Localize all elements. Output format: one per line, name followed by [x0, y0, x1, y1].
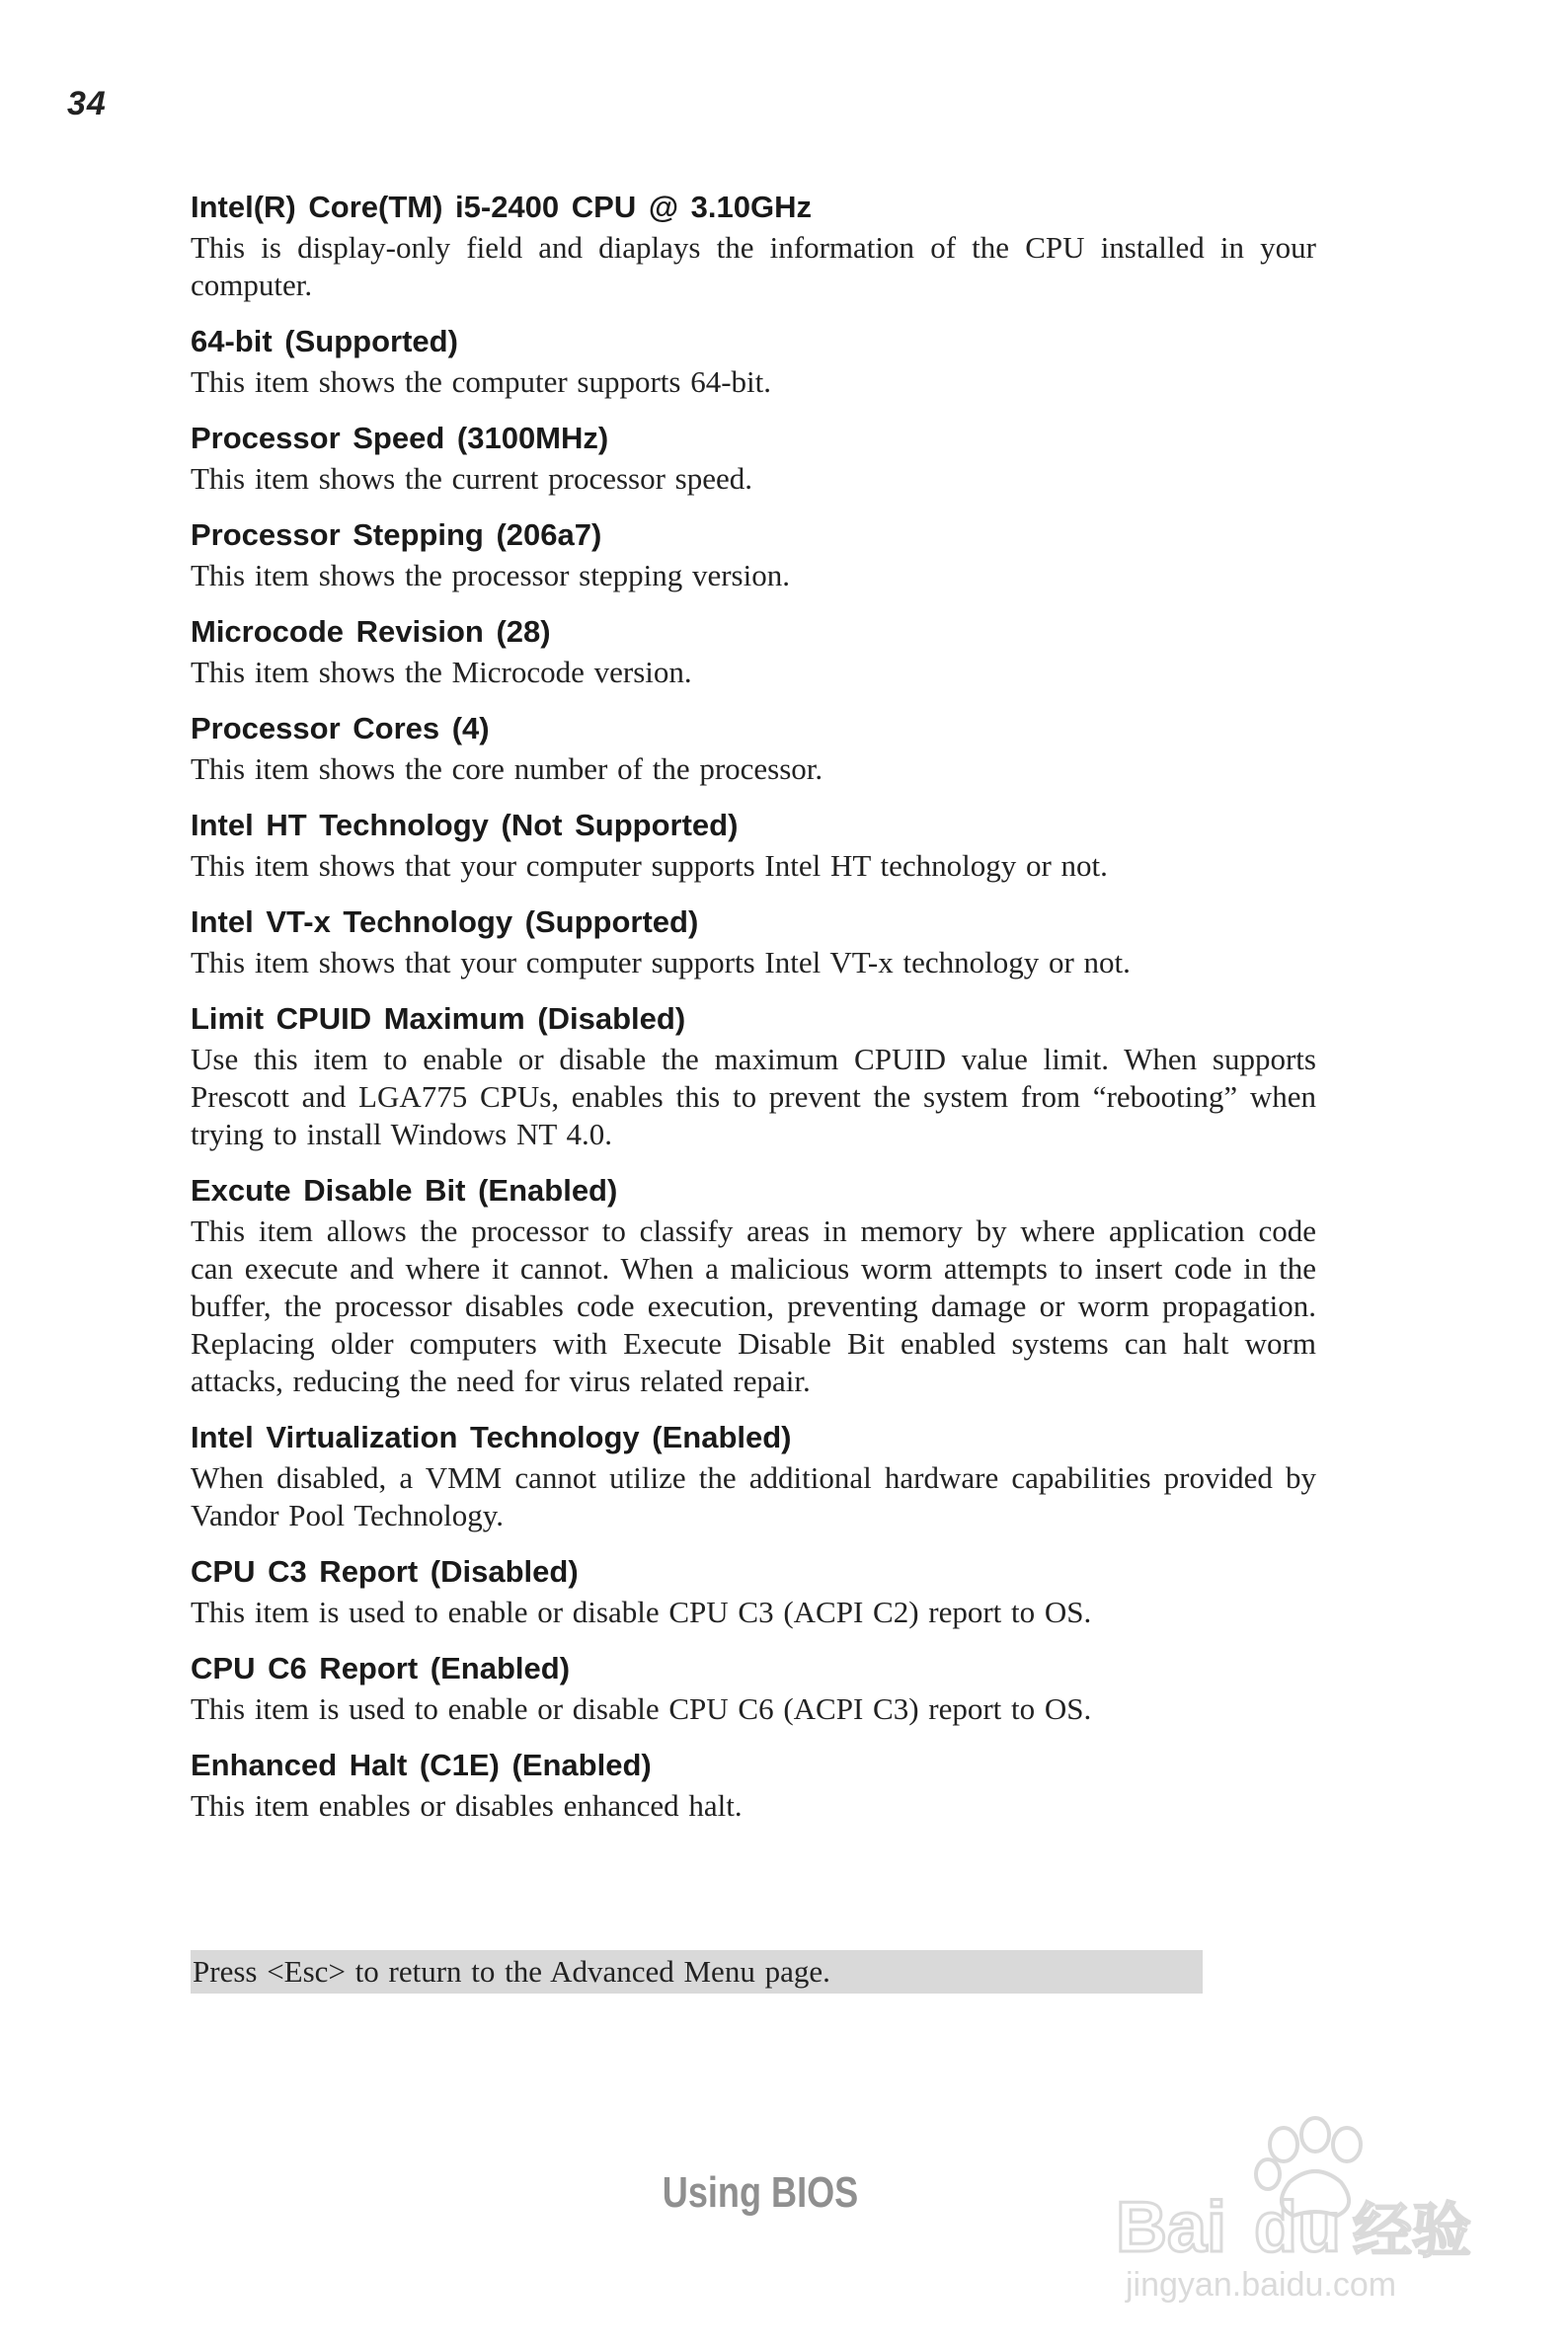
item-title: Microcode Revision (28) — [191, 614, 551, 649]
item-execute-disable-bit — [191, 1171, 1316, 1400]
item-cpu-c6-report — [191, 1649, 1316, 1728]
item-title: Intel(R) Core(TM) i5-2400 CPU @ 3.10GHz — [191, 190, 813, 224]
item-title: CPU C3 Report (Disabled) — [191, 1554, 579, 1589]
item-description: This item is used to enable or disable CPU C6 (ACPI C3) report to OS. — [191, 1691, 1092, 1726]
item-limit-cpuid — [191, 999, 1316, 1153]
item-title: Intel Virtualization Technology (Enabled) — [191, 1420, 792, 1454]
item-processor-stepping — [191, 515, 1316, 594]
svg-text:Bai: Bai — [1116, 2188, 1227, 2267]
item-processor-cores — [191, 709, 1316, 788]
esc-note: Press <Esc> to return to the Advanced Menu page. — [191, 1950, 1203, 1994]
item-title: Processor Speed (3100MHz) — [191, 421, 609, 455]
item-description: This item shows the Microcode version. — [191, 655, 692, 689]
item-description: Use this item to enable or disable the maximum CPUID value limit. When supports Prescott and LGA775 CPUs, enables this to prevent the system from “rebooting” when trying to install Windows NT 4.0. — [191, 1042, 1316, 1151]
item-description: This is display-only field and diaplays the information of the CPU installed in your computer. — [191, 230, 1316, 302]
bios-item-list — [191, 188, 1316, 1842]
item-description: This item shows that your computer supports Intel VT-x technology or not. — [191, 945, 1131, 979]
item-title: CPU C6 Report (Enabled) — [191, 1651, 571, 1685]
item-description: When disabled, a VMM cannot utilize the additional hardware capabilities provided by Vandor Pool Technology. — [191, 1460, 1316, 1532]
item-title: Enhanced Halt (C1E) (Enabled) — [191, 1748, 652, 1782]
item-description: This item shows the computer supports 64-bit. — [191, 364, 772, 399]
item-description: This item shows that your computer supports Intel HT technology or not. — [191, 848, 1108, 883]
item-title: Intel HT Technology (Not Supported) — [191, 808, 739, 842]
item-title: 64-bit (Supported) — [191, 324, 458, 358]
item-processor-speed — [191, 419, 1316, 498]
item-description: This item enables or disables enhanced halt. — [191, 1788, 743, 1823]
svg-text:du: du — [1254, 2188, 1341, 2267]
item-intel-vt-x — [191, 902, 1316, 981]
item-intel-ht — [191, 806, 1316, 885]
item-cpu-model — [191, 188, 1316, 304]
item-title: Limit CPUID Maximum (Disabled) — [191, 1001, 686, 1036]
item-64-bit — [191, 322, 1316, 401]
svg-text:jingyan.baidu.com: jingyan.baidu.com — [1126, 2266, 1397, 2304]
item-description: This item shows the core number of the processor. — [191, 751, 823, 786]
item-intel-virtualization — [191, 1418, 1316, 1534]
item-title: Excute Disable Bit (Enabled) — [191, 1173, 618, 1208]
item-title: Intel VT-x Technology (Supported) — [191, 904, 699, 939]
item-description: This item shows the current processor speed. — [191, 461, 753, 496]
item-cpu-c3-report — [191, 1552, 1316, 1631]
baidu-watermark-logo — [1106, 2113, 1481, 2311]
item-microcode-revision — [191, 612, 1316, 691]
item-title: Processor Stepping (206a7) — [191, 517, 602, 552]
item-description: This item shows the processor stepping version. — [191, 558, 790, 592]
item-description: This item is used to enable or disable CPU C3 (ACPI C2) report to OS. — [191, 1595, 1092, 1629]
item-description: This item allows the processor to classify areas in memory by where application code can execute and where it cannot. When a malicious worm attempts to insert code in the buffer, the processor disables code execution, preventing damage or worm propagation. Replacing older computers with Execute Disable Bit enabled systems can halt worm attacks, reducing the need for virus related repair. — [191, 1214, 1316, 1398]
item-title: Processor Cores (4) — [191, 711, 490, 745]
page-number: 34 — [67, 85, 107, 122]
footer-title: Using BIOS — [662, 2168, 859, 2217]
item-enhanced-halt — [191, 1746, 1316, 1825]
svg-text:经验: 经验 — [1353, 2197, 1471, 2266]
